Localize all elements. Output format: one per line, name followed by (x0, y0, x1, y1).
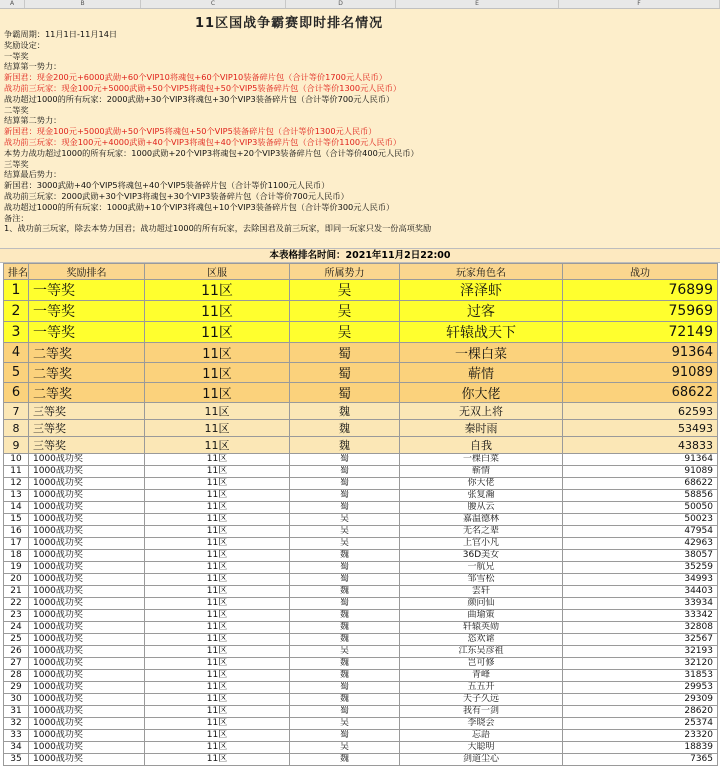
reward-cell[interactable]: 1000战功奖 (29, 598, 145, 610)
table-row (4, 682, 718, 694)
rank-cell[interactable]: 9 (4, 437, 29, 454)
table-row (4, 490, 718, 502)
table-row (4, 610, 718, 622)
rank-cell[interactable]: 15 (4, 514, 29, 526)
table-header-row (4, 264, 718, 280)
player-name-cell[interactable]: 蕲情 (400, 466, 563, 478)
faction-cell[interactable]: 魏 (290, 694, 400, 706)
merit-cell[interactable]: 33342 (563, 610, 718, 622)
table-row (4, 280, 718, 301)
merit-cell[interactable]: 32567 (563, 634, 718, 646)
faction-cell[interactable]: 蜀 (290, 343, 400, 363)
merit-cell[interactable]: 75969 (563, 301, 718, 322)
rank-cell[interactable]: 1 (4, 280, 29, 301)
reward-cell[interactable]: 1000战功奖 (29, 574, 145, 586)
reward-cell[interactable]: 1000战功奖 (29, 490, 145, 502)
faction-cell[interactable]: 吴 (290, 718, 400, 730)
faction-cell[interactable]: 吴 (290, 538, 400, 550)
server-cell[interactable]: 11区 (145, 403, 290, 420)
rank-cell[interactable]: 31 (4, 706, 29, 718)
reward-cell[interactable]: 1000战功奖 (29, 694, 145, 706)
column-header-d[interactable]: D (286, 0, 396, 8)
reward-cell[interactable]: 二等奖 (29, 383, 145, 403)
table-row (4, 622, 718, 634)
merit-cell[interactable]: 43833 (563, 437, 718, 454)
faction-cell[interactable]: 蜀 (290, 598, 400, 610)
server-cell[interactable]: 11区 (145, 610, 290, 622)
rules-line: 1、战功前三玩家，除去本势力国君；战功超过1000的所有玩家，去除国君及前三玩家，即同一玩家只发一份高项奖励 (4, 223, 432, 234)
rules-line: 战功超过1000的所有玩家：1000武勋+10个VIP3将魂包+10个VIP3装备碎片包（合计等价300元人民币） (4, 201, 395, 212)
rank-cell[interactable]: 33 (4, 730, 29, 742)
server-cell[interactable]: 11区 (145, 598, 290, 610)
rules-line: 战功超过1000的所有玩家：2000武勋+30个VIP3将魂包+30个VIP3装备碎片包（合计等价700元人民币） (4, 93, 395, 104)
reward-cell[interactable]: 1000战功奖 (29, 478, 145, 490)
faction-cell[interactable]: 吴 (290, 322, 400, 343)
player-name-cell[interactable]: 一棵白菜 (400, 343, 563, 363)
merit-cell[interactable]: 50023 (563, 514, 718, 526)
header-faction[interactable]: 所属势力 (290, 264, 400, 280)
rank-cell[interactable]: 14 (4, 502, 29, 514)
merit-cell[interactable]: 50050 (563, 502, 718, 514)
player-name-cell[interactable]: 自我 (400, 437, 563, 454)
rules-line: 新国君：现金100元+5000武勋+50个VIP5将魂包+50个VIP5装备碎片包（合计等价1300元人民币） (4, 126, 377, 137)
table-row (4, 598, 718, 610)
reward-cell[interactable]: 1000战功奖 (29, 634, 145, 646)
faction-cell[interactable]: 魏 (290, 420, 400, 437)
table-row (4, 514, 718, 526)
rules-panel[interactable] (0, 9, 720, 249)
rank-cell[interactable]: 23 (4, 610, 29, 622)
rank-cell[interactable]: 12 (4, 478, 29, 490)
merit-cell[interactable]: 91364 (563, 343, 718, 363)
faction-cell[interactable]: 吴 (290, 280, 400, 301)
table-row (4, 538, 718, 550)
table-row (4, 730, 718, 742)
reward-cell[interactable]: 1000战功奖 (29, 670, 145, 682)
player-name-cell[interactable]: 你大佬 (400, 383, 563, 403)
player-name-cell[interactable]: 颜问仙 (400, 598, 563, 610)
table-row (4, 574, 718, 586)
faction-cell[interactable]: 吴 (290, 646, 400, 658)
merit-cell[interactable]: 47954 (563, 526, 718, 538)
player-name-cell[interactable]: 天子久远 (400, 694, 563, 706)
player-name-cell[interactable]: 36D美女 (400, 550, 563, 562)
merit-cell[interactable]: 7365 (563, 754, 718, 766)
table-row (4, 658, 718, 670)
faction-cell[interactable]: 蜀 (290, 466, 400, 478)
header-merit[interactable]: 战功 (563, 264, 718, 280)
server-cell[interactable]: 11区 (145, 478, 290, 490)
player-name-cell[interactable]: 无名之辈 (400, 526, 563, 538)
column-header-b[interactable]: B (25, 0, 141, 8)
server-cell[interactable]: 11区 (145, 730, 290, 742)
reward-cell[interactable]: 1000战功奖 (29, 646, 145, 658)
faction-cell[interactable]: 蜀 (290, 502, 400, 514)
rank-cell[interactable]: 10 (4, 454, 29, 466)
table-row (4, 586, 718, 598)
server-cell[interactable]: 11区 (145, 622, 290, 634)
merit-cell[interactable]: 53493 (563, 420, 718, 437)
reward-cell[interactable]: 1000战功奖 (29, 586, 145, 598)
table-row (4, 466, 718, 478)
player-name-cell[interactable]: 无双上将 (400, 403, 563, 420)
server-cell[interactable]: 11区 (145, 586, 290, 598)
reward-cell[interactable]: 1000战功奖 (29, 658, 145, 670)
table-row (4, 670, 718, 682)
merit-cell[interactable]: 68622 (563, 383, 718, 403)
server-cell[interactable]: 11区 (145, 466, 290, 478)
table-row (4, 706, 718, 718)
faction-cell[interactable]: 蜀 (290, 730, 400, 742)
rank-cell[interactable]: 7 (4, 403, 29, 420)
rules-line: 战功前三玩家：现金100元+5000武勋+50个VIP5将魂包+50个VIP5装备碎片包（合计等价1300元人民币） (4, 82, 402, 93)
rules-line: 争霸周期：11月1日-11月14日 (4, 29, 118, 39)
faction-cell[interactable]: 吴 (290, 742, 400, 754)
merit-cell[interactable]: 18839 (563, 742, 718, 754)
player-name-cell[interactable]: 剑道尘心 (400, 754, 563, 766)
faction-cell[interactable]: 魏 (290, 658, 400, 670)
table-row (4, 754, 718, 766)
reward-cell[interactable]: 1000战功奖 (29, 466, 145, 478)
reward-cell[interactable]: 三等奖 (29, 403, 145, 420)
server-cell[interactable]: 11区 (145, 670, 290, 682)
rules-line: 结算最后势力： (4, 169, 62, 180)
merit-cell[interactable]: 91089 (563, 466, 718, 478)
reward-cell[interactable]: 一等奖 (29, 322, 145, 343)
table-row (4, 742, 718, 754)
header-reward[interactable]: 奖励排名 (29, 264, 145, 280)
merit-cell[interactable]: 68622 (563, 478, 718, 490)
reward-cell[interactable]: 1000战功奖 (29, 742, 145, 754)
table-row (4, 634, 718, 646)
rank-cell[interactable]: 28 (4, 670, 29, 682)
faction-cell[interactable]: 蜀 (290, 574, 400, 586)
merit-cell[interactable]: 32120 (563, 658, 718, 670)
rank-cell[interactable]: 25 (4, 634, 29, 646)
rules-text (4, 29, 431, 234)
faction-cell[interactable]: 吴 (290, 301, 400, 322)
rank-cell[interactable]: 19 (4, 562, 29, 574)
header-server[interactable]: 区服 (145, 264, 290, 280)
rank-cell[interactable]: 18 (4, 550, 29, 562)
server-cell[interactable]: 11区 (145, 343, 290, 363)
rules-line: 新国君：现金200元+6000武勋+60个VIP10将魂包+60个VIP10装备碎片包（合计等价1700元人民币） (4, 72, 387, 83)
table-row (4, 454, 718, 466)
column-header-a[interactable]: A (0, 0, 25, 8)
sheet-title: 11区国战争霸赛即时排名情况 (195, 16, 384, 31)
player-name-cell[interactable]: 忘語 (400, 730, 563, 742)
server-cell[interactable]: 11区 (145, 694, 290, 706)
ranking-time-bar: 本表格排名时间：2021年11月2日22:00 (0, 249, 720, 263)
column-header-c[interactable]: C (141, 0, 286, 8)
faction-cell[interactable]: 魏 (290, 403, 400, 420)
table-row (4, 478, 718, 490)
table-row (4, 526, 718, 538)
rules-line: 三等奖 (4, 158, 29, 169)
player-name-cell[interactable]: 一航兄 (400, 562, 563, 574)
player-name-cell[interactable]: 江东吴彦祖 (400, 646, 563, 658)
player-name-cell[interactable]: 李晓会 (400, 718, 563, 730)
table-row (4, 646, 718, 658)
merit-cell[interactable]: 23320 (563, 730, 718, 742)
server-cell[interactable]: 11区 (145, 502, 290, 514)
reward-cell[interactable]: 1000战功奖 (29, 706, 145, 718)
server-cell[interactable]: 11区 (145, 514, 290, 526)
table-row (4, 550, 718, 562)
player-name-cell[interactable]: 蕲情 (400, 363, 563, 383)
player-name-cell[interactable]: 嘉温德林 (400, 514, 563, 526)
rank-cell[interactable]: 21 (4, 586, 29, 598)
player-name-cell[interactable]: 雲轩 (400, 586, 563, 598)
rules-line: 奖励设定： (4, 39, 45, 50)
reward-cell[interactable]: 1000战功奖 (29, 730, 145, 742)
rank-cell[interactable]: 34 (4, 742, 29, 754)
table-row (4, 301, 718, 322)
rank-cell[interactable]: 32 (4, 718, 29, 730)
faction-cell[interactable]: 蜀 (290, 562, 400, 574)
server-cell[interactable]: 11区 (145, 682, 290, 694)
table-row (4, 322, 718, 343)
player-name-cell[interactable]: 恣欢谑 (400, 634, 563, 646)
table-row (4, 420, 718, 437)
server-cell[interactable]: 11区 (145, 718, 290, 730)
column-header-bar (0, 0, 720, 9)
rank-cell[interactable]: 35 (4, 754, 29, 766)
table-row (4, 343, 718, 363)
column-header-f[interactable]: F (559, 0, 720, 8)
table-row (4, 718, 718, 730)
player-name-cell[interactable]: 轩辕英勋 (400, 622, 563, 634)
player-name-cell[interactable]: 秦时雨 (400, 420, 563, 437)
merit-cell[interactable]: 35259 (563, 562, 718, 574)
server-cell[interactable]: 11区 (145, 562, 290, 574)
server-cell[interactable]: 11区 (145, 574, 290, 586)
player-name-cell[interactable]: 邹雪松 (400, 574, 563, 586)
merit-cell[interactable]: 76899 (563, 280, 718, 301)
faction-cell[interactable]: 吴 (290, 526, 400, 538)
faction-cell[interactable]: 吴 (290, 514, 400, 526)
rules-line: 本势力战功超过1000的所有玩家：1000武勋+20个VIP3将魂包+20个VIP3装备碎片包（合计等价400元人民币） (4, 147, 419, 158)
server-cell[interactable]: 11区 (145, 301, 290, 322)
table-body (4, 280, 718, 766)
faction-cell[interactable]: 蜀 (290, 363, 400, 383)
rank-cell[interactable]: 6 (4, 383, 29, 403)
header-player[interactable]: 玩家角色名 (400, 264, 563, 280)
rank-cell[interactable]: 16 (4, 526, 29, 538)
faction-cell[interactable]: 蜀 (290, 490, 400, 502)
reward-cell[interactable]: 1000战功奖 (29, 526, 145, 538)
reward-cell[interactable]: 1000战功奖 (29, 454, 145, 466)
player-name-cell[interactable]: 上官小凡 (400, 538, 563, 550)
player-name-cell[interactable]: 青峰 (400, 670, 563, 682)
faction-cell[interactable]: 蜀 (290, 682, 400, 694)
rank-cell[interactable]: 4 (4, 343, 29, 363)
table-row (4, 437, 718, 454)
rank-cell[interactable]: 3 (4, 322, 29, 343)
merit-cell[interactable]: 29953 (563, 682, 718, 694)
reward-cell[interactable]: 1000战功奖 (29, 562, 145, 574)
column-header-e[interactable]: E (396, 0, 559, 8)
reward-cell[interactable]: 1000战功奖 (29, 610, 145, 622)
server-cell[interactable]: 11区 (145, 742, 290, 754)
server-cell[interactable]: 11区 (145, 658, 290, 670)
table-row (4, 694, 718, 706)
player-name-cell[interactable]: 一棵白菜 (400, 454, 563, 466)
rank-cell[interactable]: 8 (4, 420, 29, 437)
faction-cell[interactable]: 魏 (290, 670, 400, 682)
faction-cell[interactable]: 魏 (290, 634, 400, 646)
table-row (4, 363, 718, 383)
faction-cell[interactable]: 蜀 (290, 454, 400, 466)
reward-cell[interactable]: 二等奖 (29, 363, 145, 383)
merit-cell[interactable]: 25374 (563, 718, 718, 730)
player-name-cell[interactable]: 腰从云 (400, 502, 563, 514)
reward-cell[interactable]: 二等奖 (29, 343, 145, 363)
rank-cell[interactable]: 22 (4, 598, 29, 610)
reward-cell[interactable]: 1000战功奖 (29, 538, 145, 550)
player-name-cell[interactable]: 过客 (400, 301, 563, 322)
reward-cell[interactable]: 1000战功奖 (29, 718, 145, 730)
header-rank[interactable]: 排名 (4, 264, 29, 280)
merit-cell[interactable]: 62593 (563, 403, 718, 420)
rules-line: 新国君：3000武勋+40个VIP5将魂包+40个VIP5装备碎片包（合计等价1100元人民币） (4, 180, 330, 191)
merit-cell[interactable]: 34403 (563, 586, 718, 598)
merit-cell[interactable]: 31853 (563, 670, 718, 682)
rules-line: 战功前三玩家：现金100元+4000武勋+40个VIP3将魂包+40个VIP3装备碎片包（合计等价1100元人民币） (4, 136, 402, 147)
reward-cell[interactable]: 三等奖 (29, 420, 145, 437)
server-cell[interactable]: 11区 (145, 322, 290, 343)
server-cell[interactable]: 11区 (145, 454, 290, 466)
rules-line: 二等奖 (4, 104, 29, 115)
merit-cell[interactable]: 28620 (563, 706, 718, 718)
rank-cell[interactable]: 13 (4, 490, 29, 502)
player-name-cell[interactable]: 我有一剑 (400, 706, 563, 718)
reward-cell[interactable]: 一等奖 (29, 280, 145, 301)
reward-cell[interactable]: 三等奖 (29, 437, 145, 454)
player-name-cell[interactable]: 五五开 (400, 682, 563, 694)
player-name-cell[interactable]: 你大佬 (400, 478, 563, 490)
rank-cell[interactable]: 20 (4, 574, 29, 586)
rules-line: 备注： (4, 212, 29, 223)
server-cell[interactable]: 11区 (145, 646, 290, 658)
server-cell[interactable]: 11区 (145, 420, 290, 437)
rules-line: 结算第一势力： (4, 61, 62, 72)
rank-cell[interactable]: 5 (4, 363, 29, 383)
player-name-cell[interactable]: 大聪明 (400, 742, 563, 754)
table-row (4, 403, 718, 420)
rank-cell[interactable]: 29 (4, 682, 29, 694)
faction-cell[interactable]: 蜀 (290, 706, 400, 718)
reward-cell[interactable]: 1000战功奖 (29, 622, 145, 634)
rank-cell[interactable]: 2 (4, 301, 29, 322)
faction-cell[interactable]: 魏 (290, 622, 400, 634)
reward-cell[interactable]: 1000战功奖 (29, 514, 145, 526)
server-cell[interactable]: 11区 (145, 363, 290, 383)
ranking-table (3, 263, 718, 766)
server-cell[interactable]: 11区 (145, 754, 290, 766)
table-row (4, 383, 718, 403)
rank-cell[interactable]: 24 (4, 622, 29, 634)
merit-cell[interactable]: 91089 (563, 363, 718, 383)
faction-cell[interactable]: 魏 (290, 610, 400, 622)
merit-cell[interactable]: 32193 (563, 646, 718, 658)
rank-cell[interactable]: 30 (4, 694, 29, 706)
faction-cell[interactable]: 魏 (290, 754, 400, 766)
server-cell[interactable]: 11区 (145, 280, 290, 301)
faction-cell[interactable]: 魏 (290, 550, 400, 562)
reward-cell[interactable]: 一等奖 (29, 301, 145, 322)
server-cell[interactable]: 11区 (145, 634, 290, 646)
faction-cell[interactable]: 魏 (290, 586, 400, 598)
server-cell[interactable]: 11区 (145, 538, 290, 550)
merit-cell[interactable]: 72149 (563, 322, 718, 343)
rules-line: 一等奖 (4, 50, 29, 61)
server-cell[interactable]: 11区 (145, 383, 290, 403)
merit-cell[interactable]: 34993 (563, 574, 718, 586)
player-name-cell[interactable]: 轩辕战天下 (400, 322, 563, 343)
reward-cell[interactable]: 1000战功奖 (29, 682, 145, 694)
server-cell[interactable]: 11区 (145, 437, 290, 454)
table-row (4, 562, 718, 574)
rank-cell[interactable]: 17 (4, 538, 29, 550)
merit-cell[interactable]: 42963 (563, 538, 718, 550)
server-cell[interactable]: 11区 (145, 550, 290, 562)
rules-line: 结算第二势力： (4, 115, 62, 126)
reward-cell[interactable]: 1000战功奖 (29, 502, 145, 514)
rank-cell[interactable]: 26 (4, 646, 29, 658)
rank-cell[interactable]: 27 (4, 658, 29, 670)
merit-cell[interactable]: 38057 (563, 550, 718, 562)
player-name-cell[interactable]: 泽泽虾 (400, 280, 563, 301)
merit-cell[interactable]: 58856 (563, 490, 718, 502)
server-cell[interactable]: 11区 (145, 490, 290, 502)
faction-cell[interactable]: 蜀 (290, 383, 400, 403)
server-cell[interactable]: 11区 (145, 526, 290, 538)
merit-cell[interactable]: 33934 (563, 598, 718, 610)
player-name-cell[interactable]: 曲瑜策 (400, 610, 563, 622)
merit-cell[interactable]: 29309 (563, 694, 718, 706)
table-row (4, 502, 718, 514)
reward-cell[interactable]: 1000战功奖 (29, 754, 145, 766)
faction-cell[interactable]: 蜀 (290, 478, 400, 490)
player-name-cell[interactable]: 岂可修 (400, 658, 563, 670)
rank-cell[interactable]: 11 (4, 466, 29, 478)
merit-cell[interactable]: 32808 (563, 622, 718, 634)
rules-line: 战功前三玩家：2000武勋+30个VIP3将魂包+30个VIP3装备碎片包（合计等价700元人民币） (4, 190, 349, 201)
faction-cell[interactable]: 魏 (290, 437, 400, 454)
reward-cell[interactable]: 1000战功奖 (29, 550, 145, 562)
merit-cell[interactable]: 91364 (563, 454, 718, 466)
player-name-cell[interactable]: 张复瀚 (400, 490, 563, 502)
server-cell[interactable]: 11区 (145, 706, 290, 718)
